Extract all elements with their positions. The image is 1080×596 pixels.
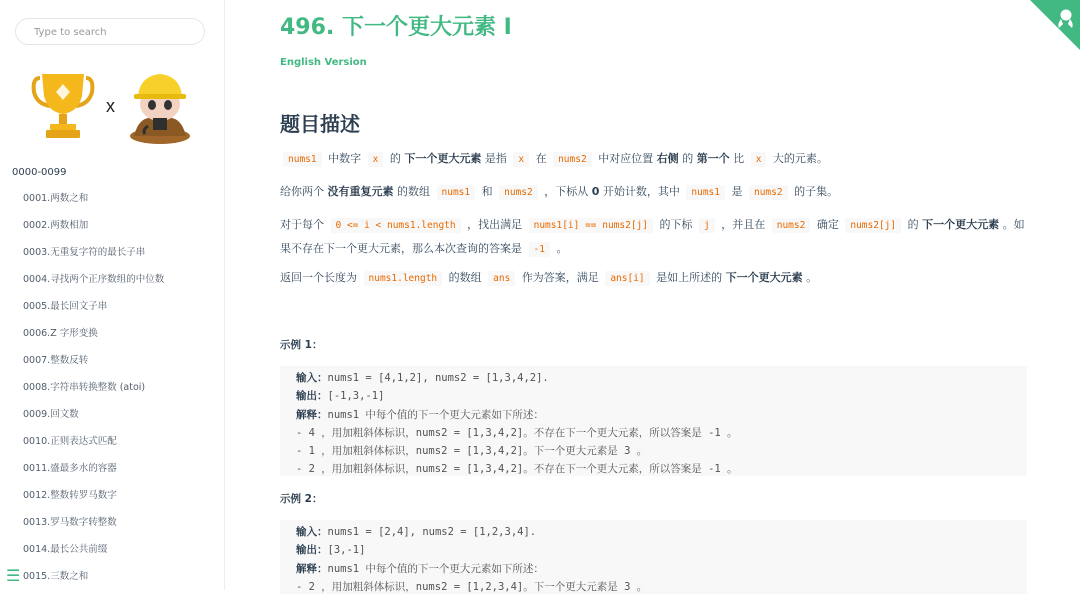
bold-text: 下一个更大元素: [404, 152, 482, 165]
paragraph-return: [280, 266, 1030, 290]
inline-code: nums1[i] == nums2[j]: [529, 218, 653, 233]
example-1-code-block: [280, 366, 1027, 476]
text: 作为答案，满足: [521, 271, 599, 284]
sidebar-item[interactable]: 0004.寻找两个正序数组的中位数: [23, 274, 165, 285]
text: 的数组: [397, 185, 430, 198]
sidebar-item[interactable]: 0001.两数之和: [23, 193, 89, 204]
output-label: 输出：: [296, 544, 328, 557]
input-value: nums1 = [2,4], nums2 = [1,2,3,4].: [327, 526, 537, 538]
text: 是如上所述的: [656, 271, 723, 284]
text: 的子集。: [794, 185, 839, 198]
text: 对于每个: [280, 218, 324, 231]
inline-code: ans: [488, 271, 515, 286]
explain-value: nums1 中每个值的下一个更大元素如下所述：: [327, 408, 544, 421]
text: 的下标: [659, 218, 693, 231]
inline-code: nums2: [553, 152, 592, 167]
sidebar-section-title[interactable]: 0000-0099: [12, 167, 67, 178]
text: 是指: [484, 152, 507, 165]
text: 。: [556, 242, 568, 255]
sidebar-item[interactable]: 0013.罗马数字转整数: [23, 517, 117, 528]
example-2-title: 示例 2：: [280, 493, 323, 505]
bold-text: 0: [591, 185, 600, 198]
input-label: 输入：: [296, 372, 328, 384]
section-title: 题目描述: [280, 112, 360, 136]
sidebar-item[interactable]: 0003.无重复字符的最长子串: [23, 247, 146, 258]
trophy-icon: [34, 74, 93, 138]
text: 大的元素。: [772, 152, 828, 165]
text: 中数字: [328, 152, 362, 165]
input-value: nums1 = [4,1,2], nums2 = [1,3,4,2].: [327, 372, 549, 384]
example-detail-line: - 1 ，用加粗斜体标识，nums2 = [1,3,4,2]。下一个更大元素是 3 。: [296, 445, 648, 458]
example-detail-line: - 2 ，用加粗斜体标识，nums2 = [1,3,4,2]。不存在下一个更大元素，所以答案是 -1 。: [296, 463, 738, 476]
text: 的: [907, 218, 919, 231]
english-version-link[interactable]: English Version: [280, 57, 367, 68]
explain-value: nums1 中每个值的下一个更大元素如下所述：: [327, 562, 544, 575]
sidebar-item[interactable]: 0010.正则表达式匹配: [23, 436, 117, 447]
input-label: 输入：: [296, 526, 328, 538]
text: ，下标从: [544, 185, 589, 198]
inline-code: nums1.length: [364, 271, 443, 286]
sidebar-item[interactable]: 0014.最长公共前缀: [23, 544, 108, 555]
example-input-line: [296, 523, 1011, 541]
inline-code: -1: [529, 242, 550, 257]
text: 和: [481, 185, 493, 198]
inline-code: nums1: [686, 185, 725, 200]
text: 的: [682, 152, 694, 165]
example-input-line: [296, 369, 1011, 387]
text: 。: [806, 271, 818, 284]
inline-code: x: [513, 152, 529, 167]
sidebar-item[interactable]: 0015.三数之和: [23, 571, 89, 582]
inline-code: nums1: [437, 185, 476, 200]
text: 开始计数，其中: [602, 185, 680, 198]
output-label: 输出：: [296, 390, 328, 403]
inline-code: ans[i]: [605, 271, 649, 286]
paragraph-query: [280, 213, 1030, 261]
text: 的数组: [448, 271, 482, 284]
logo[interactable]: [30, 68, 200, 146]
text: 的: [389, 152, 401, 165]
text: 确定: [816, 218, 839, 231]
text: ，并且在: [721, 218, 766, 231]
text: 中对应位置: [598, 152, 654, 165]
inline-code: nums1: [283, 152, 322, 167]
explain-label: 解释：: [296, 562, 328, 575]
menu-toggle-icon[interactable]: ☰: [6, 566, 21, 585]
search-box[interactable]: [15, 18, 205, 45]
text: ，找出满足: [467, 218, 523, 231]
sidebar-item[interactable]: 0011.盛最多水的容器: [23, 463, 117, 474]
inline-code: nums2: [499, 185, 538, 200]
logo-separator: x: [106, 96, 115, 116]
sidebar-item[interactable]: 0012.整数转罗马数字: [23, 490, 117, 501]
text: 返回一个长度为: [280, 271, 357, 284]
bold-text: 下一个更大元素: [922, 218, 1000, 231]
sidebar-item[interactable]: 0002.两数相加: [23, 220, 89, 231]
inline-code: nums2[j]: [845, 218, 901, 233]
example-2-code-block: [280, 520, 1027, 594]
inline-code: x: [368, 152, 384, 167]
sidebar-item[interactable]: 0009.回文数: [23, 409, 79, 420]
paragraph-inputs: [280, 180, 1030, 204]
sidebar-nav: [0, 158, 224, 590]
bold-text: 下一个更大元素: [725, 271, 803, 284]
text: 在: [535, 152, 547, 165]
example-explain-line: [296, 406, 1011, 424]
text: 给你两个: [280, 185, 324, 198]
example-output-line: [296, 387, 1011, 405]
inline-code: nums2: [772, 218, 811, 233]
page-title: 496. 下一个更大元素 I: [280, 15, 512, 40]
sidebar-item[interactable]: 0008.字符串转换整数 (atoi): [23, 382, 146, 393]
example-explain-line: [296, 560, 1011, 578]
octocat-icon: [130, 74, 190, 144]
bold-text: 第一个: [696, 152, 730, 165]
sidebar: [0, 0, 225, 590]
output-value: [3,-1]: [327, 544, 366, 557]
bold-text: 没有重复元素: [327, 185, 394, 198]
explain-label: 解释：: [296, 408, 328, 421]
inline-code: j: [699, 218, 715, 233]
search-input[interactable]: [32, 19, 206, 46]
example-1-title: 示例 1：: [280, 339, 323, 351]
github-corner[interactable]: [1030, 0, 1080, 50]
sidebar-item[interactable]: 0007.整数反转: [23, 355, 89, 366]
text: 。如果不存在下一个更大元素，那么本次查询的答案是: [280, 218, 1025, 255]
bold-text: 右侧: [656, 152, 679, 165]
text: 是: [731, 185, 743, 198]
sidebar-item[interactable]: 0005.最长回文子串: [23, 301, 108, 312]
paragraph-definition: [280, 147, 1030, 171]
text: 比: [733, 152, 745, 165]
output-value: [-1,3,-1]: [327, 390, 385, 403]
example-detail-line: - 4 ，用加粗斜体标识，nums2 = [1,3,4,2]。不存在下一个更大元素，所以答案是 -1 。: [296, 426, 738, 439]
example-output-line: [296, 541, 1011, 559]
example-detail-line: - 2 ，用加粗斜体标识，nums2 = [1,2,3,4]。下一个更大元素是 3 。: [296, 580, 648, 593]
inline-code: nums2: [749, 185, 788, 200]
inline-code: x: [751, 152, 767, 167]
sidebar-item[interactable]: 0006.Z 字形变换: [23, 328, 98, 339]
inline-code: 0 <= i < nums1.length: [331, 218, 461, 233]
